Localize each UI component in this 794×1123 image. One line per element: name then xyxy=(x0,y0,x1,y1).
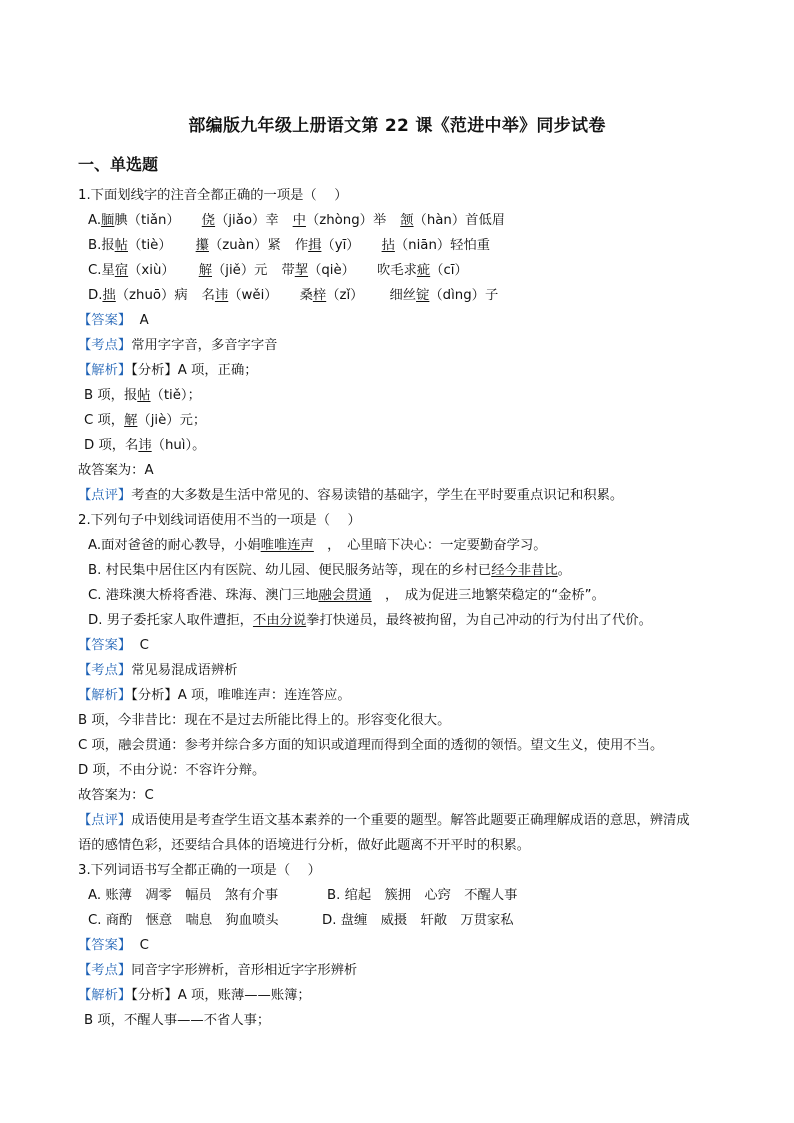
q1-option-c: C.星宿（xiù） 解（jiě）元 带挈（qiè） 吹毛求疵（cī） xyxy=(88,263,468,278)
q3-analysis-b: B 项，不醒人事——不省人事； xyxy=(84,1013,271,1028)
q2-comment-cont: 语的感情色彩，还要结合具体的语境进行分析，做好此题离不开平时的积累。 xyxy=(78,838,531,853)
q3-option-c: C. 商酌 惬意 喘息 狗血喷头 xyxy=(88,913,279,928)
q2-analysis-d: D 项，不由分说：不容许分辩。 xyxy=(78,763,266,778)
q2-analysis-c: C 项，融会贯通：参考并综合多方面的知识或道理而得到全面的透彻的领悟。望文生义，使用不当。 xyxy=(78,738,664,753)
q2-option-b: B. 村民集中居住区内有医院、幼儿园、便民服务站等，现在的乡村已经今非昔比。 xyxy=(88,563,571,578)
q3-point: 【考点】同音字字形辨析，音形相近字字形辨析 xyxy=(78,963,358,978)
q2-option-a: A.面对爸爸的耐心教导，小娟唯唯连声 ， 心里暗下决心：一定要勤奋学习。 xyxy=(88,538,547,553)
q1-final-answer: 故答案为：A xyxy=(78,463,154,478)
q1-option-b: B.报帖（tiè） 攥（zuàn）紧 作揖（yī） 拈（niān）轻怕重 xyxy=(88,238,491,253)
q2-analysis: 【解析】【分析】A 项，唯唯连声：连连答应。 xyxy=(78,688,351,703)
q3-option-d: D. 盘缠 威摄 轩敞 万贯家私 xyxy=(322,913,514,928)
q2-option-c: C. 港珠澳大桥将香港、珠海、澳门三地融会贯通 ， 成为促进三地繁荣稳定的“金桥”。 xyxy=(88,588,605,603)
q2-final-answer: 故答案为：C xyxy=(78,788,154,803)
q3-option-b: B. 绾起 簇拥 心窍 不醒人事 xyxy=(327,888,518,903)
q2-stem: 2.下列句子中划线词语使用不当的一项是（ ） xyxy=(78,513,361,528)
q1-point: 【考点】常用字字音，多音字字音 xyxy=(78,338,278,353)
q2-answer: 【答案】 C xyxy=(78,638,149,653)
q3-option-a: A. 账薄 凋零 幅员 煞有介事 xyxy=(88,888,279,903)
q1-analysis-b: B 项，报帖（tiě）； xyxy=(84,388,201,403)
q3-answer: 【答案】 C xyxy=(78,938,149,953)
q2-point: 【考点】常见易混成语辨析 xyxy=(78,663,238,678)
q1-analysis-d: D 项，名讳（huì）。 xyxy=(84,438,206,453)
q1-option-d: D.拙（zhuō）病 名讳（wěi） 桑梓（zǐ） 细丝锭（dìng）子 xyxy=(88,288,499,303)
q2-option-d: D. 男子委托家人取件遭拒，不由分说拳打快递员，最终被拘留，为自己冲动的行为付出了代价。 xyxy=(88,613,652,628)
q1-stem: 1.下面划线字的注音全都正确的一项是（ ） xyxy=(78,188,348,203)
q3-stem: 3.下列词语书写全都正确的一项是（ ） xyxy=(78,863,321,878)
q2-comment: 【点评】成语使用是考查学生语文基本素养的一个重要的题型。解答此题要正确理解成语的意思，辨清成 xyxy=(78,813,690,828)
page-title: 部编版九年级上册语文第 22 课《范进中举》同步试卷 xyxy=(188,116,606,136)
section-heading: 一、单选题 xyxy=(78,155,159,174)
q1-comment: 【点评】考查的大多数是生活中常见的、容易读错的基础字，学生在平时要重点识记和积累。 xyxy=(78,488,624,503)
q2-analysis-b: B 项，今非昔比：现在不是过去所能比得上的。形容变化很大。 xyxy=(78,713,451,728)
q1-analysis-c: C 项，解（jiè）元； xyxy=(84,413,207,428)
q1-option-a: A.腼腆（tiǎn） 侥（jiǎo）幸 中（zhòng）举 颔（hàn）首低眉 xyxy=(88,213,506,228)
q1-analysis: 【解析】【分析】A 项，正确； xyxy=(78,363,258,378)
q1-answer: 【答案】 A xyxy=(78,313,149,328)
q3-analysis: 【解析】【分析】A 项，账薄——账簿； xyxy=(78,988,311,1003)
